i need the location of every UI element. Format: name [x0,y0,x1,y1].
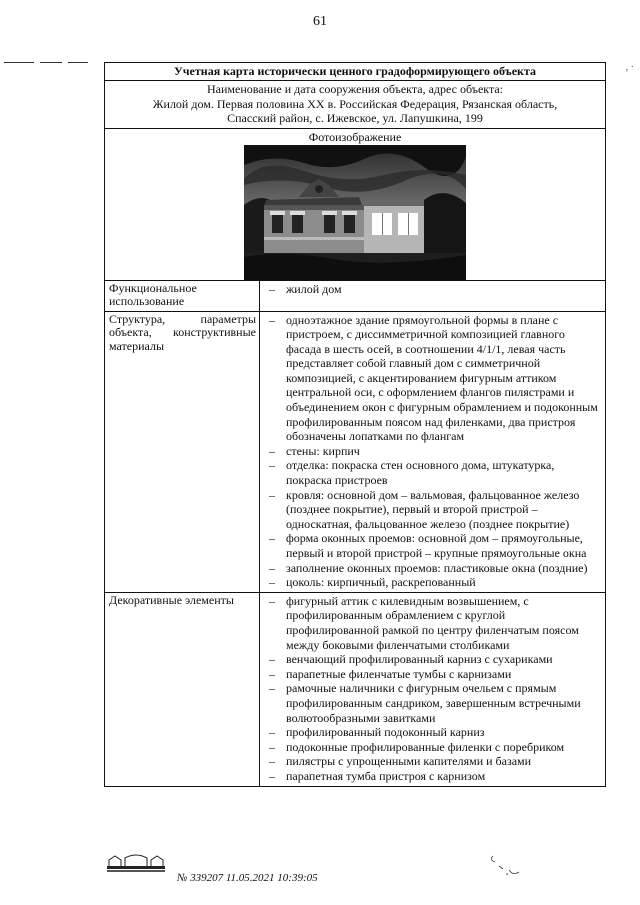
row-decor [105,593,605,786]
list-item: – жилой дом [264,282,601,297]
scan-artifact-right: , · [625,62,634,73]
list-item: – одноэтажное здание прямоугольной формы в плане с пристроем, с диссимметричной композицией главного фасада в шесть осей, в соотношении 4/1/1, левая часть представляет собой главный дом с симметричной композицией, с акцентированием фигурным аттиком центральной оси, с оформлением флангов пилястрами и объединением окон с фигурным обрамлением и подоконным профилированным поясом над филенками, два пристроя обозначены лопатками по флангам [264,313,601,444]
document-id: № 339207 11.05.2021 10:39:05 [177,872,318,884]
row-structure-label: Структура, параметры объекта, конструктивные материалы [105,312,260,592]
row-structure-list [264,313,601,590]
list-item: – парапетные филенчатые тумбы с карнизами [264,667,601,682]
list-item: – пилястры с упрощенными капителями и базами [264,754,601,769]
list-item: – стены: кирпич [264,444,601,459]
row-function-label: Функциональное использование [105,281,260,311]
list-item: – подоконные профилированные филенки с поребриком [264,740,601,755]
object-name-label: Наименование и дата сооружения объекта, адрес объекта: [206,82,504,96]
row-decor-label: Декоративные элементы [105,593,260,786]
row-structure [105,312,605,593]
list-item: – форма оконных проемов: основной дом – прямоугольные, первый и второй пристрой – крупные прямоугольные окна [264,531,601,560]
photo-label: Фотоизображение [308,129,402,144]
photo-block [105,129,605,281]
list-item: – кровля: основной дом – вальмовая, фальцованное железо (позднее покрытие), первый и второй пристрой – односкатная, фальцованное железо (позднее покрытие) [264,488,601,532]
footer [105,852,625,892]
list-item: – заполнение оконных проемов: пластиковые окна (поздние) [264,561,601,576]
list-item: – рамочные наличники с фигурным очельем с прямым профилированным сандриком, завершенным встречными волютообразными завитками [264,681,601,725]
card-title: Учетная карта исторически ценного градоформирующего объекта [105,63,605,81]
registry-stamp-logo [105,852,167,874]
list-item: – фигурный аттик с килевидным возвышением, с профилированным обрамлением с круглой профилированной рамкой по центру филенчатым поясом между боковыми филенчатыми столбиками [264,594,601,652]
row-function [105,281,605,312]
record-card [104,62,606,787]
row-function-list [264,282,601,297]
building-photo [244,145,466,280]
object-name-line2: Спасский район, с. Ижевское, ул. Лапушкина, 199 [227,111,483,125]
object-name-block [105,81,605,129]
list-item: – профилированный подоконный карниз [264,725,601,740]
list-item: – отделка: покраска стен основного дома, штукатурка, покраска пристроев [264,458,601,487]
list-item: – венчающий профилированный карниз с сухариками [264,652,601,667]
row-decor-list [264,594,601,784]
handwritten-mark [485,852,535,882]
list-item: – цоколь: кирпичный, раскрепованный [264,575,601,590]
page-number: 61 [313,14,327,29]
object-name-line1: Жилой дом. Первая половина XX в. Российская Федерация, Рязанская область, [152,96,558,111]
list-item: – парапетная тумба пристроя с карнизом [264,769,601,784]
scan-artifact [0,58,96,68]
